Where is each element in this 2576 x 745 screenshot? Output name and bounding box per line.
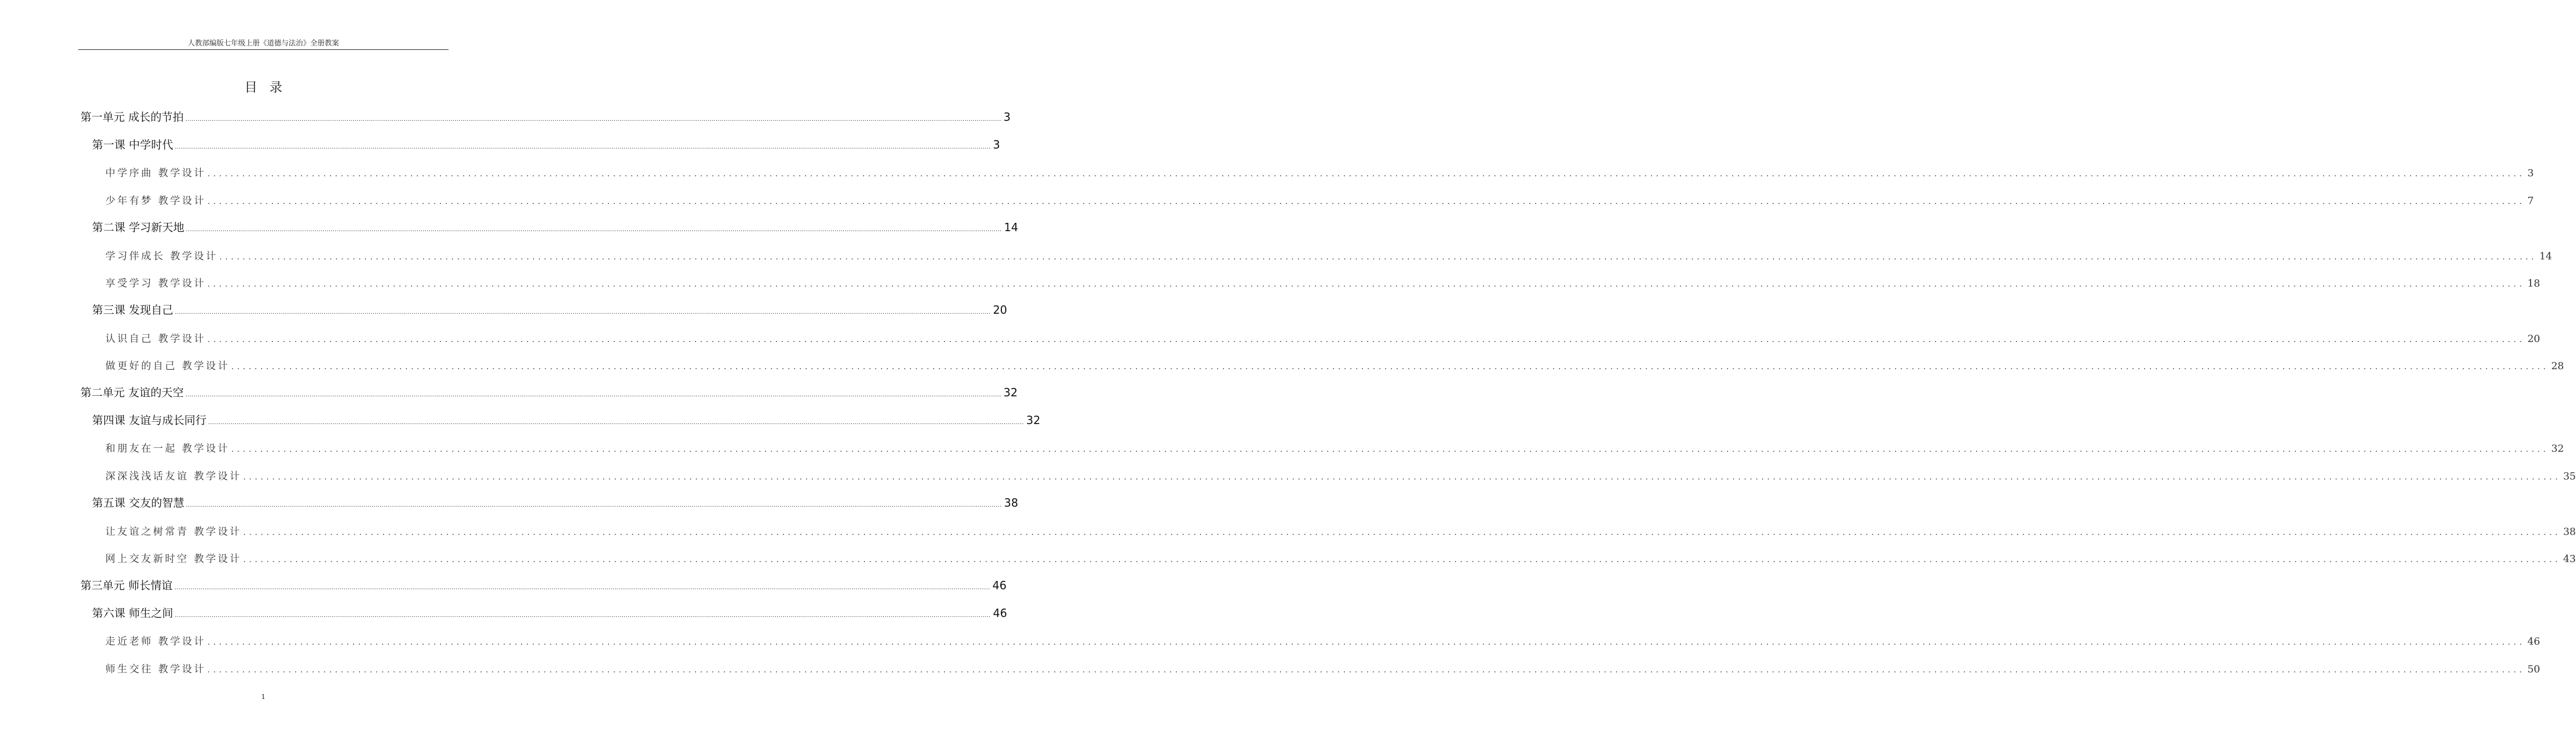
toc-entry-page: 14 (1004, 220, 1019, 234)
toc-lesson-entry[interactable] (92, 301, 1007, 317)
toc-section-entry[interactable] (105, 551, 2576, 565)
toc-section-entry[interactable] (105, 661, 2541, 676)
toc-section-entry[interactable] (105, 165, 2534, 180)
toc-entry-label: 享受学习 教学设计 (105, 278, 206, 290)
toc-lesson-entry[interactable] (92, 218, 1019, 234)
toc-entry-label: 网上交友新时空 教学设计 (105, 553, 242, 565)
toc-entry-label: 第一单元 成长的节拍 (80, 110, 184, 124)
toc-leader-dots: ................................................................................................................................................................................................................................................................................................................................................................................................................ (185, 392, 1001, 398)
toc-entry-label: 让友谊之树常青 教学设计 (105, 525, 242, 538)
toc-entry-page: 46 (2527, 636, 2541, 648)
toc-entry-label: 深深浅浅话友谊 教学设计 (105, 471, 242, 483)
toc-entry-page: 3 (992, 137, 1000, 151)
toc-leader-dots: ................................................................................................................................................................................................................................................................................................................................................................................................................ (207, 280, 2526, 289)
toc-leader-dots: ................................................................................................................................................................................................................................................................................................................................................................................................................ (186, 226, 1002, 233)
toc-section-entry[interactable] (105, 524, 2576, 538)
toc-leader-dots: ................................................................................................................................................................................................................................................................................................................................................................................................................ (174, 584, 990, 591)
toc-entry-label: 做更好的自己 教学设计 (105, 360, 230, 372)
toc-section-entry[interactable] (105, 193, 2534, 207)
toc-entry-label: 第六课 师生之间 (92, 606, 174, 620)
toc-section-entry[interactable] (105, 331, 2541, 345)
toc-entry-page: 18 (2527, 278, 2541, 290)
toc-entry-page: 3 (2527, 167, 2534, 180)
toc-unit-entry[interactable] (80, 576, 1007, 593)
toc-leader-dots: ................................................................................................................................................................................................................................................................................................................................................................................................................ (219, 252, 2537, 262)
toc-lesson-entry[interactable] (92, 494, 1019, 510)
toc-entry-page: 46 (992, 578, 1007, 592)
toc-entry-label: 师生交往 教学设计 (105, 664, 206, 675)
toc-leader-dots: ................................................................................................................................................................................................................................................................................................................................................................................................................ (243, 528, 2561, 537)
toc-entry-page: 7 (2527, 195, 2534, 207)
toc-leader-dots: ................................................................................................................................................................................................................................................................................................................................................................................................................ (175, 144, 991, 150)
toc-section-entry[interactable] (105, 358, 2564, 372)
toc-entry-page: 46 (992, 606, 1007, 620)
toc-entry-page: 32 (1003, 386, 1018, 399)
toc-entry-label: 学习伴成长 教学设计 (105, 250, 218, 262)
toc-leader-dots: ................................................................................................................................................................................................................................................................................................................................................................................................................ (207, 197, 2526, 207)
toc-leader-dots: ................................................................................................................................................................................................................................................................................................................................................................................................................ (207, 666, 2526, 675)
toc-entry-page: 50 (2527, 664, 2541, 675)
toc-entry-page: 20 (2527, 333, 2541, 345)
toc-entry-label: 第三课 发现自己 (92, 303, 174, 317)
toc-leader-dots: ................................................................................................................................................................................................................................................................................................................................................................................................................ (207, 335, 2526, 344)
toc-leader-dots: ................................................................................................................................................................................................................................................................................................................................................................................................................ (185, 116, 1001, 123)
toc-title: 目录 (245, 80, 294, 95)
toc-entry-label: 第三单元 师长情谊 (80, 578, 173, 592)
toc-entry-label: 中学序曲 教学设计 (105, 167, 206, 180)
toc-entry-label: 第一课 中学时代 (92, 137, 174, 151)
toc-entry-page: 32 (1026, 413, 1041, 427)
toc-lesson-entry[interactable] (92, 604, 1007, 620)
toc-unit-entry[interactable] (80, 108, 1011, 124)
toc-entry-page: 43 (2563, 553, 2576, 565)
toc-section-entry[interactable] (105, 441, 2564, 455)
toc-lesson-entry[interactable] (92, 411, 1041, 427)
toc-entry-label: 认识自己 教学设计 (105, 333, 206, 345)
toc-leader-dots: ................................................................................................................................................................................................................................................................................................................................................................................................................ (207, 638, 2526, 647)
toc-leader-dots: ................................................................................................................................................................................................................................................................................................................................................................................................................ (207, 170, 2526, 179)
toc-entry-label: 和朋友在一起 教学设计 (105, 443, 230, 455)
toc-entry-page: 38 (1004, 496, 1019, 509)
toc-section-entry[interactable] (105, 248, 2552, 263)
toc-section-entry[interactable] (105, 275, 2541, 290)
toc-entry-page: 3 (1003, 110, 1011, 124)
toc-leader-dots: ................................................................................................................................................................................................................................................................................................................................................................................................................ (243, 555, 2561, 565)
toc-leader-dots: ................................................................................................................................................................................................................................................................................................................................................................................................................ (208, 419, 1024, 426)
toc-entry-page: 32 (2551, 443, 2564, 455)
toc-leader-dots: ................................................................................................................................................................................................................................................................................................................................................................................................................ (175, 309, 991, 315)
toc-entry-label: 第二课 学习新天地 (92, 220, 185, 234)
toc-entry-label: 第五课 交友的智慧 (92, 496, 185, 509)
toc-entry-label: 少年有梦 教学设计 (105, 195, 206, 207)
toc-entry-label: 走近老师 教学设计 (105, 636, 206, 648)
toc-entry-label: 第四课 友谊与成长同行 (92, 413, 207, 427)
toc-unit-entry[interactable] (80, 384, 1018, 400)
toc-entry-page: 28 (2551, 360, 2564, 372)
page-number: 1 (261, 693, 266, 701)
toc-leader-dots: ................................................................................................................................................................................................................................................................................................................................................................................................................ (175, 612, 991, 619)
toc-entry-page: 14 (2539, 250, 2552, 262)
toc-section-entry[interactable] (105, 468, 2576, 483)
toc-entry-page: 38 (2563, 525, 2576, 538)
toc-leader-dots: ................................................................................................................................................................................................................................................................................................................................................................................................................ (243, 473, 2561, 482)
running-header: 人教部编版七年级上册《道德与法治》全册教案 (187, 39, 339, 48)
toc-leader-dots: ................................................................................................................................................................................................................................................................................................................................................................................................................ (231, 445, 2549, 455)
toc-leader-dots: ................................................................................................................................................................................................................................................................................................................................................................................................................ (186, 502, 1002, 508)
toc-entry-label: 第二单元 友谊的天空 (80, 386, 184, 399)
toc-entry-page: 20 (992, 303, 1007, 317)
toc-section-entry[interactable] (105, 634, 2541, 648)
toc-lesson-entry[interactable] (92, 136, 1000, 152)
toc-entry-page: 35 (2563, 471, 2576, 483)
toc-leader-dots: ................................................................................................................................................................................................................................................................................................................................................................................................................ (231, 363, 2549, 372)
